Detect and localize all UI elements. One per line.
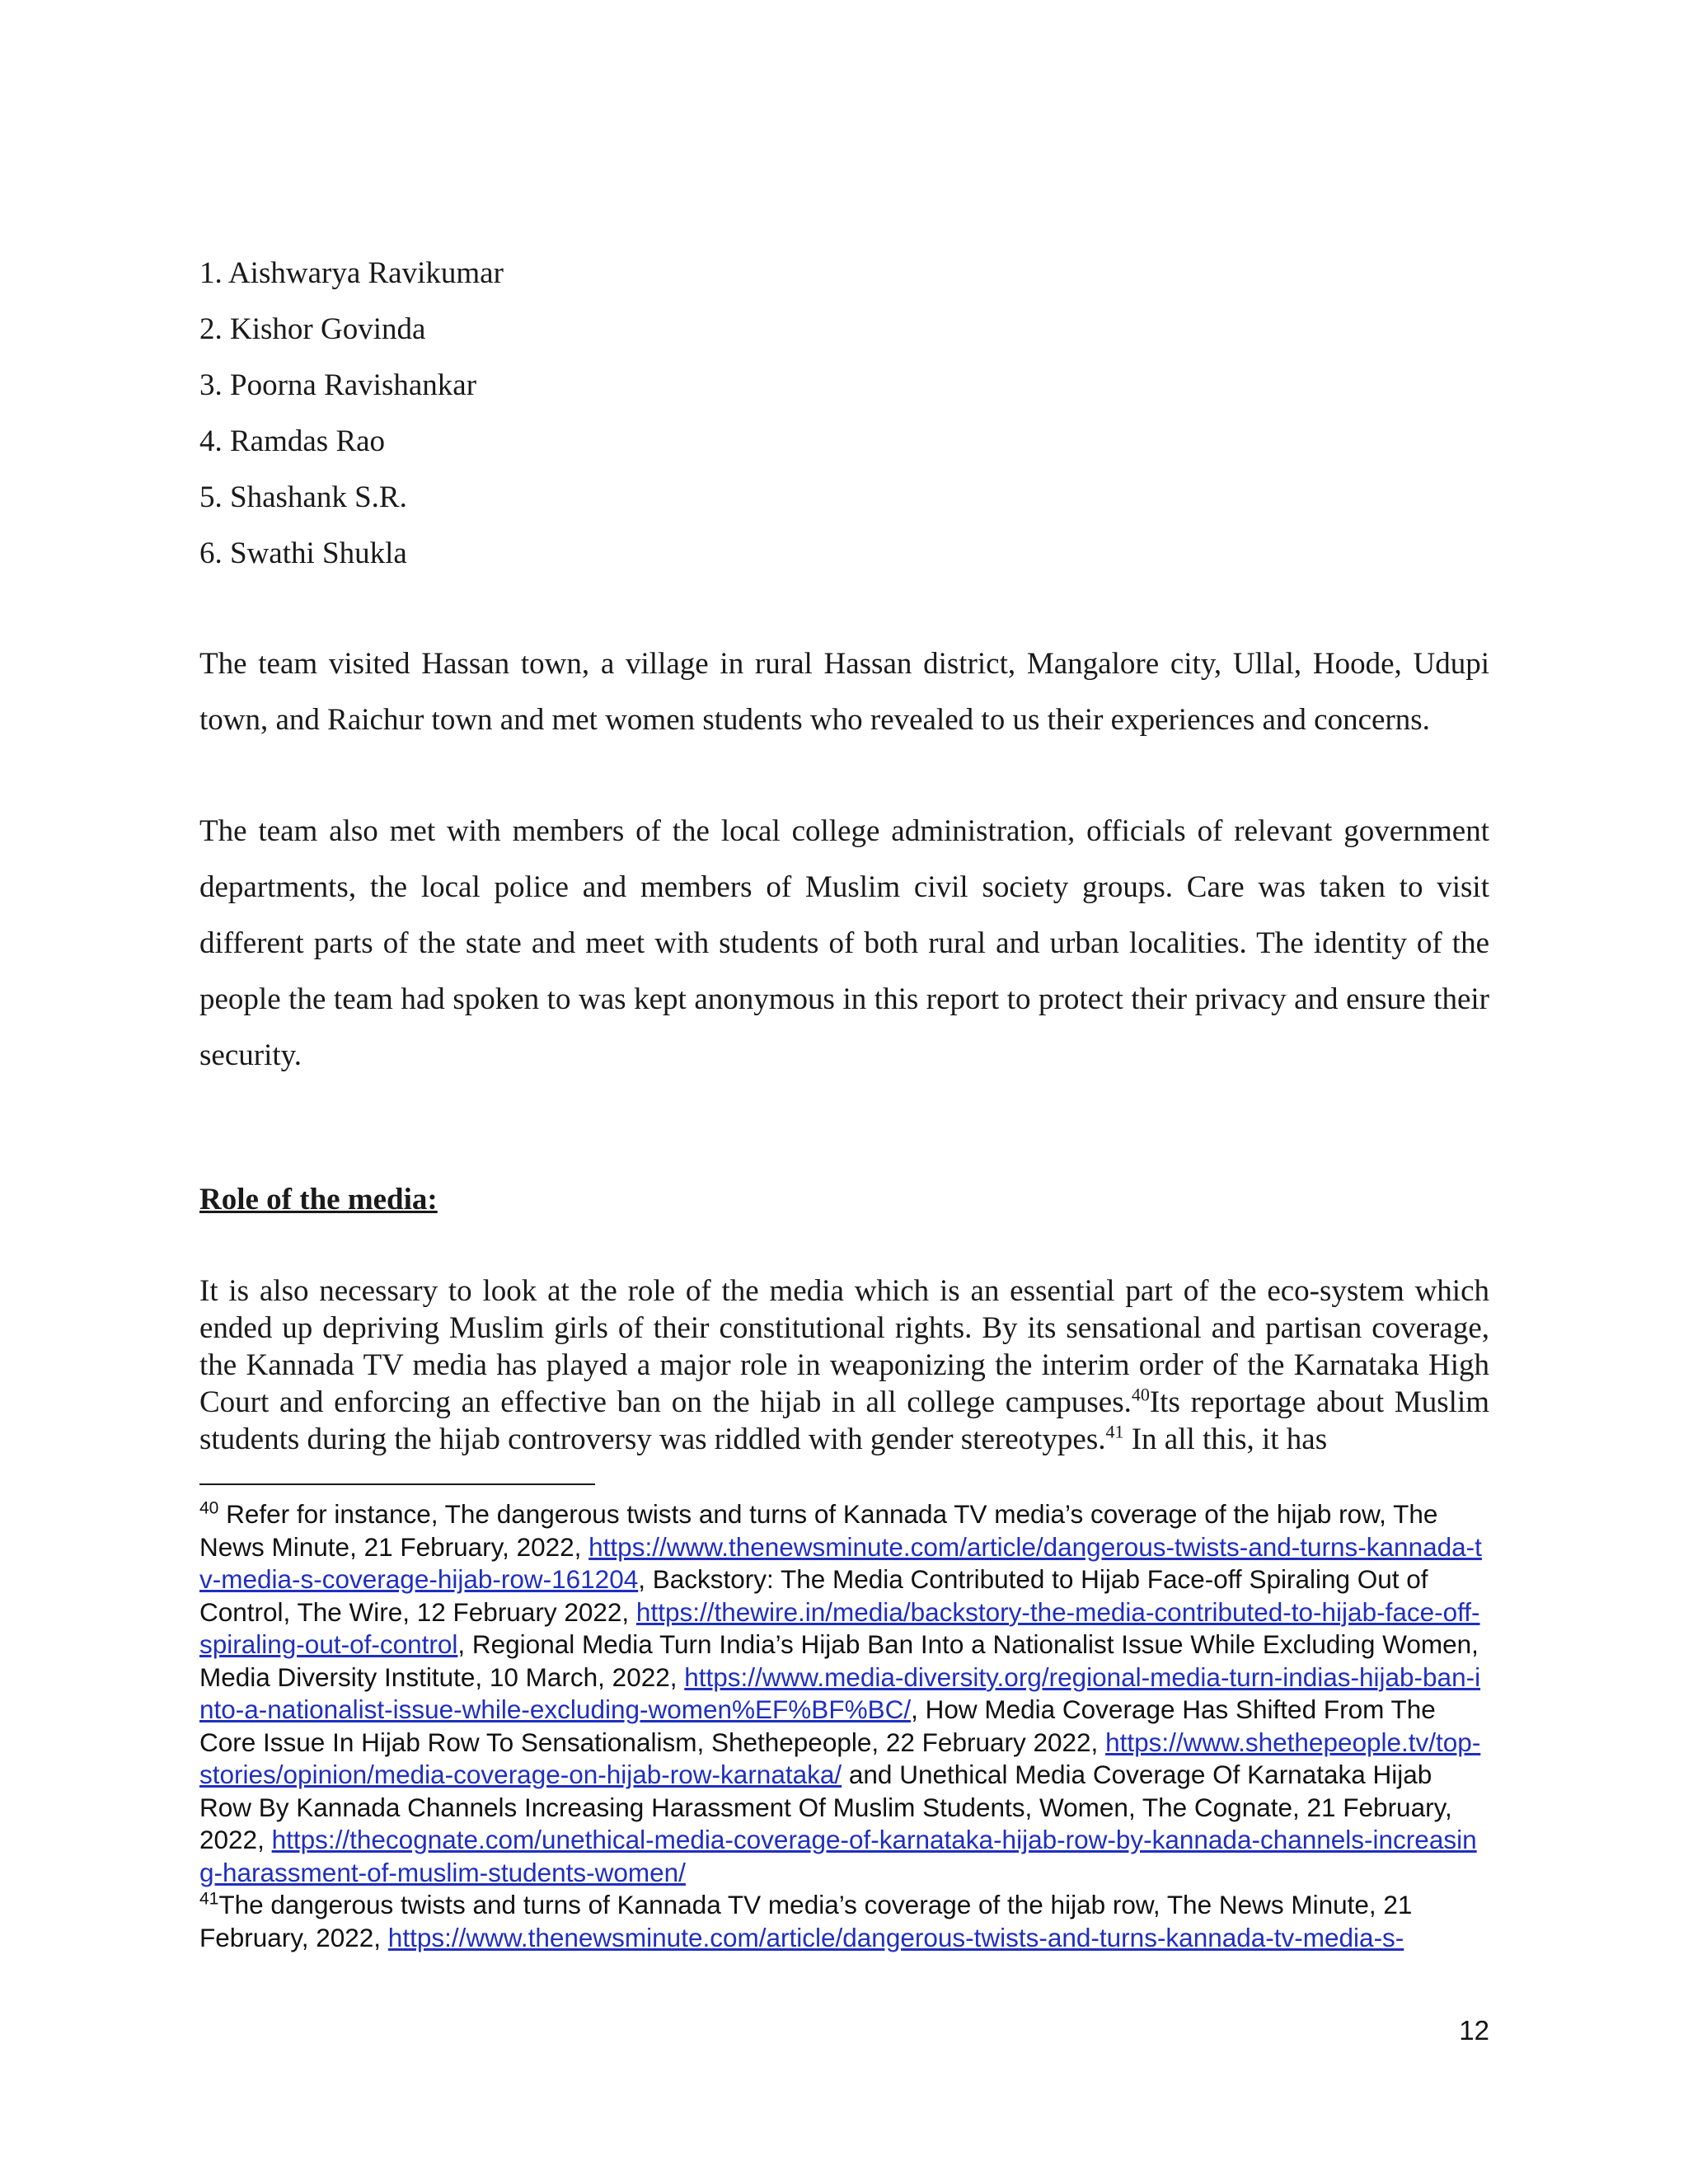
footnote-41 [199,1889,1489,1954]
footnote-separator [199,1483,595,1485]
team-member: 1. Aishwarya Ravikumar [199,256,504,290]
footnote-text: , Regional Media Turn India’s Hijab Ban Into a Nationalist Issue While Excluding Women, Media Diversity Institute, 10 March, 2022, [199,1629,1479,1692]
footnote-ref-40[interactable]: 40 [1131,1384,1150,1405]
meetings-paragraph: The team also met with members of the local college administration, officials of relevant government departments, the local police and members of Muslim civil society groups. Care was taken to visit different parts of the state and meet with students of both rural and urban localities. The identity of the people the team had spoken to was kept anonymous in this report to protect their privacy and ensure their security. [199,814,1489,1072]
footnote-link[interactable]: https://www.thenewsminute.com/article/dangerous-twists-and-turns-kannada-tv-media-s-coverage-hijab-row-161204 [199,1531,1482,1594]
media-role-paragraph [199,1272,1489,1458]
team-member: 6. Swathi Shukla [199,537,407,570]
media-text-part3: In all this, it has [1123,1422,1328,1456]
team-member: 3. Poorna Ravishankar [199,368,477,402]
footnote-text: The dangerous twists and turns of Kannada TV media’s coverage of the hijab row, The News Minute, 21 February, 2022, [199,1890,1413,1952]
section-heading: Role of the media: [199,1183,438,1216]
footnote-link[interactable]: https://www.media-diversity.org/regional-media-turn-indias-hijab-ban-into-a-nationalist-issue-while-excluding-women%EF%BF%BC/ [199,1661,1481,1724]
footnote-40 [199,1498,1489,1889]
footnote-mark: 41 [199,1889,219,1909]
visit-paragraph: The team visited Hassan town, a village in rural Hassan district, Mangalore city, Ullal, Hoode, Udupi town, and Raichur town and met women students who revealed to us their experiences and concerns. [199,647,1489,737]
footnote-ref-41[interactable]: 41 [1105,1421,1124,1442]
media-text-part2: Its reportage about Muslim students during the hijab controversy was riddled with gender stereotypes. [199,1385,1490,1456]
footnote-mark: 40 [199,1498,219,1518]
media-text-part1: It is also necessary to look at the role of the media which is an essential part of the eco-system which ended up depriving Muslim girls of their constitutional rights. By its sensational and partisan coverage, the Kannada TV media has played a major role in weaponizing the interim order of the Karnataka High Court and enforcing an effective ban on the hijab in all college campuses. [199,1274,1489,1419]
team-member: 2. Kishor Govinda [199,312,426,346]
team-member: 5. Shashank S.R. [199,480,407,514]
footnote-text: Refer for instance, The dangerous twists and turns of Kannada TV media’s coverage of the hijab row, The News Minute, 21 February, 2022, [199,1499,1438,1562]
footnote-text: , Backstory: The Media Contributed to Hijab Face-off Spiraling Out of Control, The Wire, 12 February 2022, [199,1564,1428,1627]
footnotes [199,1498,1489,1954]
footnote-link[interactable]: https://www.thenewsminute.com/article/dangerous-twists-and-turns-kannada-tv-media-s- [387,1922,1404,1952]
page-number: 12 [1459,2015,1489,2046]
team-member-list [199,251,504,587]
footnote-text: and Unethical Media Coverage Of Karnataka Hijab Row By Kannada Channels Increasing Harassment Of Muslim Students, Women, The Cognate, 21 February, 2022, [199,1760,1452,1854]
footnote-link[interactable]: https://thewire.in/media/backstory-the-media-contributed-to-hijab-face-off-spiraling-out-of-control [199,1596,1480,1659]
footnote-link[interactable]: https://www.shethepeople.tv/top-stories/opinion/media-coverage-on-hijab-row-karnataka/ [199,1727,1481,1789]
team-member: 4. Ramdas Rao [199,424,386,458]
footnote-link[interactable]: https://thecognate.com/unethical-media-coverage-of-karnataka-hijab-row-by-kannada-channels-increasing-harassment-of-muslim-students-women/ [199,1825,1477,1887]
footnote-text: , How Media Coverage Has Shifted From The Core Issue In Hijab Row To Sensationalism, Shethepeople, 22 February 2022, [199,1694,1436,1757]
